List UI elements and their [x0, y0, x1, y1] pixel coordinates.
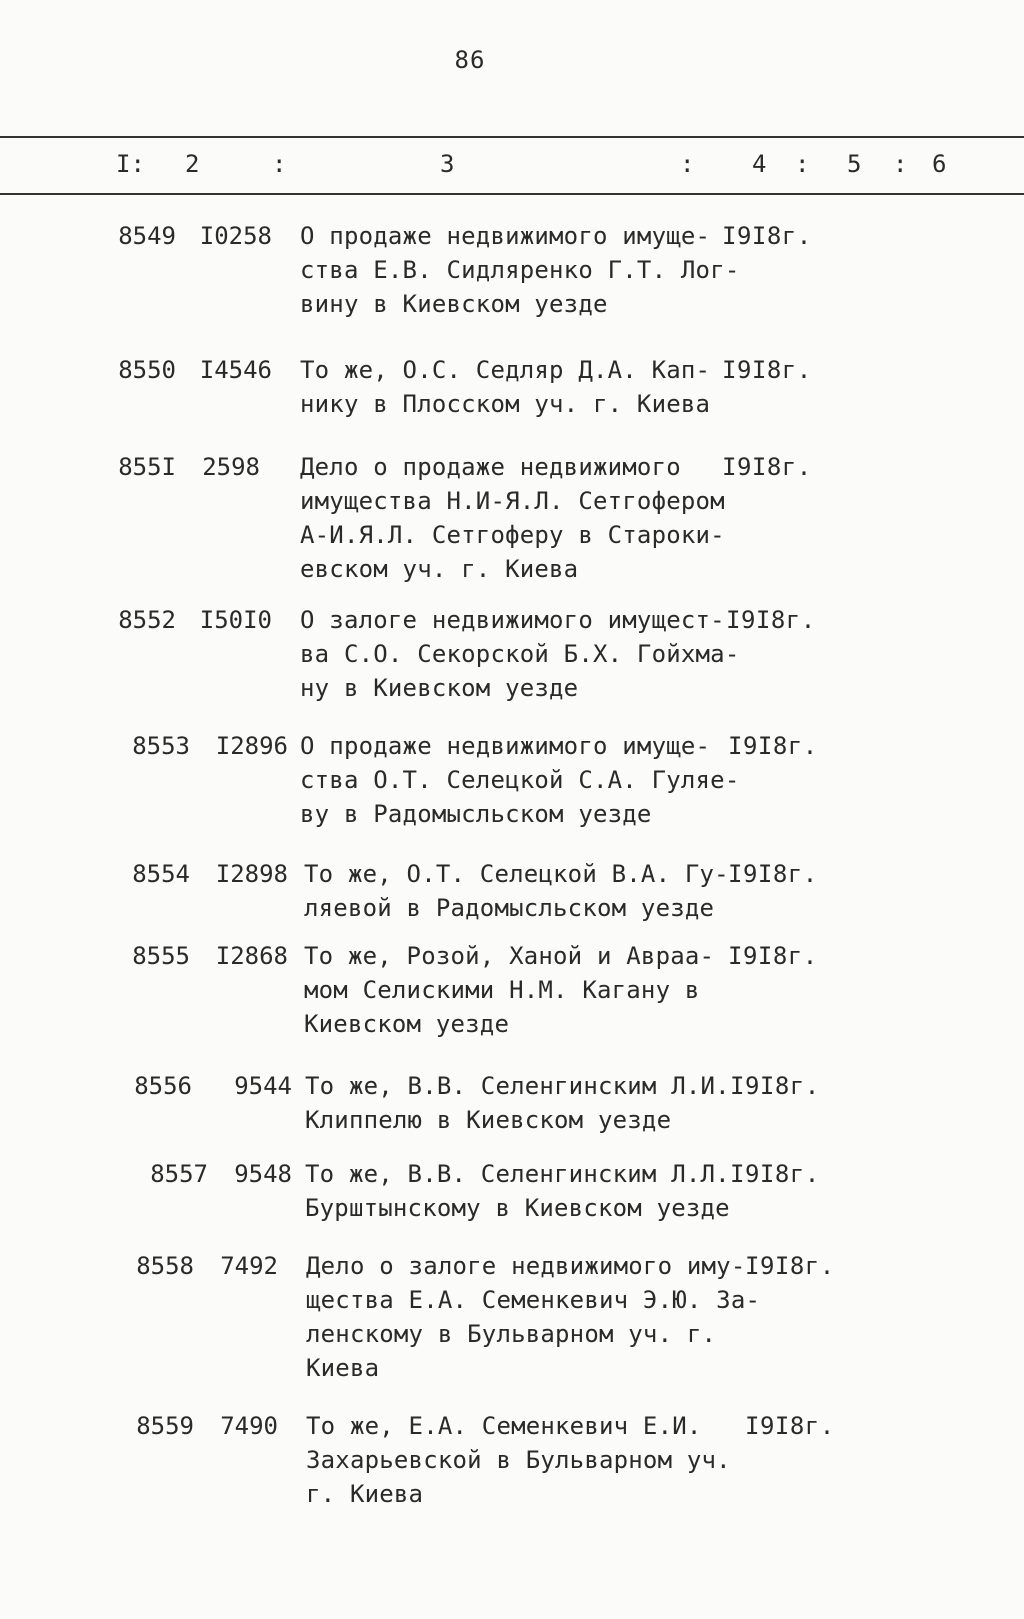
- col-separator: :: [795, 150, 810, 178]
- record-number: 8557: [150, 1160, 208, 1188]
- record-number: 8549: [118, 222, 176, 250]
- title-line: ну в Киевском уезде: [300, 674, 579, 702]
- title-line: г. Киева: [306, 1480, 424, 1508]
- title-line: ства О.Т. Селецкой С.А. Гуляе-: [300, 766, 740, 794]
- title-line: А-И.Я.Л. Сетгоферу в Староки-: [300, 521, 725, 549]
- record-number: 8554: [132, 860, 190, 888]
- title-line: То же, В.В. Селенгинским Л.Л.: [305, 1160, 730, 1188]
- title-line: Дело о залоге недвижимого иму-: [306, 1252, 746, 1280]
- col-1-label: I:: [116, 150, 145, 178]
- record-number: 855I: [118, 453, 176, 481]
- record-title: [306, 1409, 746, 1511]
- file-number: I2898: [215, 860, 288, 888]
- record-number: 8553: [132, 732, 190, 760]
- title-line: То же, Е.А. Семенкевич Е.И.: [306, 1412, 702, 1440]
- file-number: I4546: [199, 356, 272, 384]
- title-line: Захарьевской в Бульварном уч.: [306, 1446, 731, 1474]
- record-year: I9I8г.: [730, 1072, 820, 1100]
- title-line: О продаже недвижимого имуще-: [300, 222, 711, 250]
- title-line: щества Е.А. Семенкевич Э.Ю. За-: [306, 1286, 761, 1314]
- title-line: О залоге недвижимого имущест-: [300, 606, 725, 634]
- file-number: I50I0: [199, 606, 272, 634]
- file-number: 9548: [234, 1160, 292, 1188]
- file-number: I2896: [215, 732, 288, 760]
- title-line: То же, О.С. Седляр Д.А. Кап-: [300, 356, 711, 384]
- record-title: [306, 1249, 761, 1385]
- record-year: I9I8г.: [722, 222, 812, 250]
- col-5-label: 5: [847, 150, 862, 178]
- title-line: Клиппелю в Киевском уезде: [305, 1106, 672, 1134]
- title-line: Киева: [306, 1354, 380, 1382]
- column-header-row: [0, 150, 1024, 180]
- record-number: 8558: [136, 1252, 194, 1280]
- title-line: ленскому в Бульварном уч. г.: [306, 1320, 717, 1348]
- record-year: I9I8г.: [745, 1412, 835, 1440]
- title-line: имущества Н.И-Я.Л. Сетгофером: [300, 487, 725, 515]
- title-line: Киевском уезде: [304, 1010, 510, 1038]
- file-number: 7492: [220, 1252, 278, 1280]
- record-title: [300, 603, 740, 705]
- page-number: 86: [454, 46, 486, 74]
- title-line: То же, Розой, Ханой и Авраа-: [304, 942, 715, 970]
- record-title: [300, 729, 740, 831]
- file-number: 9544: [234, 1072, 292, 1100]
- record-year: I9I8г.: [728, 860, 818, 888]
- title-line: ства Е.В. Сидляренко Г.Т. Лог-: [300, 256, 740, 284]
- header-bottom-rule: [0, 193, 1024, 195]
- record-year: I9I8г.: [722, 356, 812, 384]
- title-line: То же, В.В. Селенгинским Л.И.: [305, 1072, 730, 1100]
- title-line: ву в Радомысльском уезде: [300, 800, 652, 828]
- record-title: [304, 857, 744, 925]
- record-number: 8550: [118, 356, 176, 384]
- record-title: [305, 1069, 745, 1137]
- col-separator: :: [272, 150, 287, 178]
- title-line: ва С.О. Секорской Б.Х. Гойхма-: [300, 640, 740, 668]
- col-6-label: 6: [932, 150, 947, 178]
- record-year: I9I8г.: [730, 1160, 820, 1188]
- title-line: То же, О.Т. Селецкой В.А. Гу-: [304, 860, 729, 888]
- record-title: [305, 1157, 745, 1225]
- title-line: О продаже недвижимого имуще-: [300, 732, 711, 760]
- file-number: I2868: [215, 942, 288, 970]
- col-3-label: 3: [440, 150, 455, 178]
- header-top-rule: [0, 136, 1024, 138]
- file-number: 7490: [220, 1412, 278, 1440]
- record-title: [304, 939, 744, 1041]
- title-line: Бурштынскому в Киевском уезде: [305, 1194, 730, 1222]
- file-number: I0258: [199, 222, 272, 250]
- col-separator: :: [893, 150, 908, 178]
- record-number: 8556: [134, 1072, 192, 1100]
- record-year: I9I8г.: [726, 606, 816, 634]
- title-line: ляевой в Радомысльском уезде: [304, 894, 715, 922]
- record-number: 8552: [118, 606, 176, 634]
- record-year: I9I8г.: [728, 732, 818, 760]
- title-line: мом Селискими Н.М. Кагану в: [304, 976, 700, 1004]
- record-title: [300, 219, 740, 321]
- record-title: [300, 450, 740, 586]
- record-year: I9I8г.: [745, 1252, 835, 1280]
- col-2-label: 2: [185, 150, 200, 178]
- title-line: вину в Киевском уезде: [300, 290, 608, 318]
- col-4-label: 4: [752, 150, 767, 178]
- record-year: I9I8г.: [722, 453, 812, 481]
- title-line: евском уч. г. Киева: [300, 555, 579, 583]
- title-line: Дело о продаже недвижимого: [300, 453, 681, 481]
- record-title: [300, 353, 740, 421]
- file-number: 2598: [202, 453, 260, 481]
- title-line: нику в Плосском уч. г. Киева: [300, 390, 711, 418]
- col-separator: :: [680, 150, 695, 178]
- record-number: 8555: [132, 942, 190, 970]
- record-number: 8559: [136, 1412, 194, 1440]
- record-year: I9I8г.: [728, 942, 818, 970]
